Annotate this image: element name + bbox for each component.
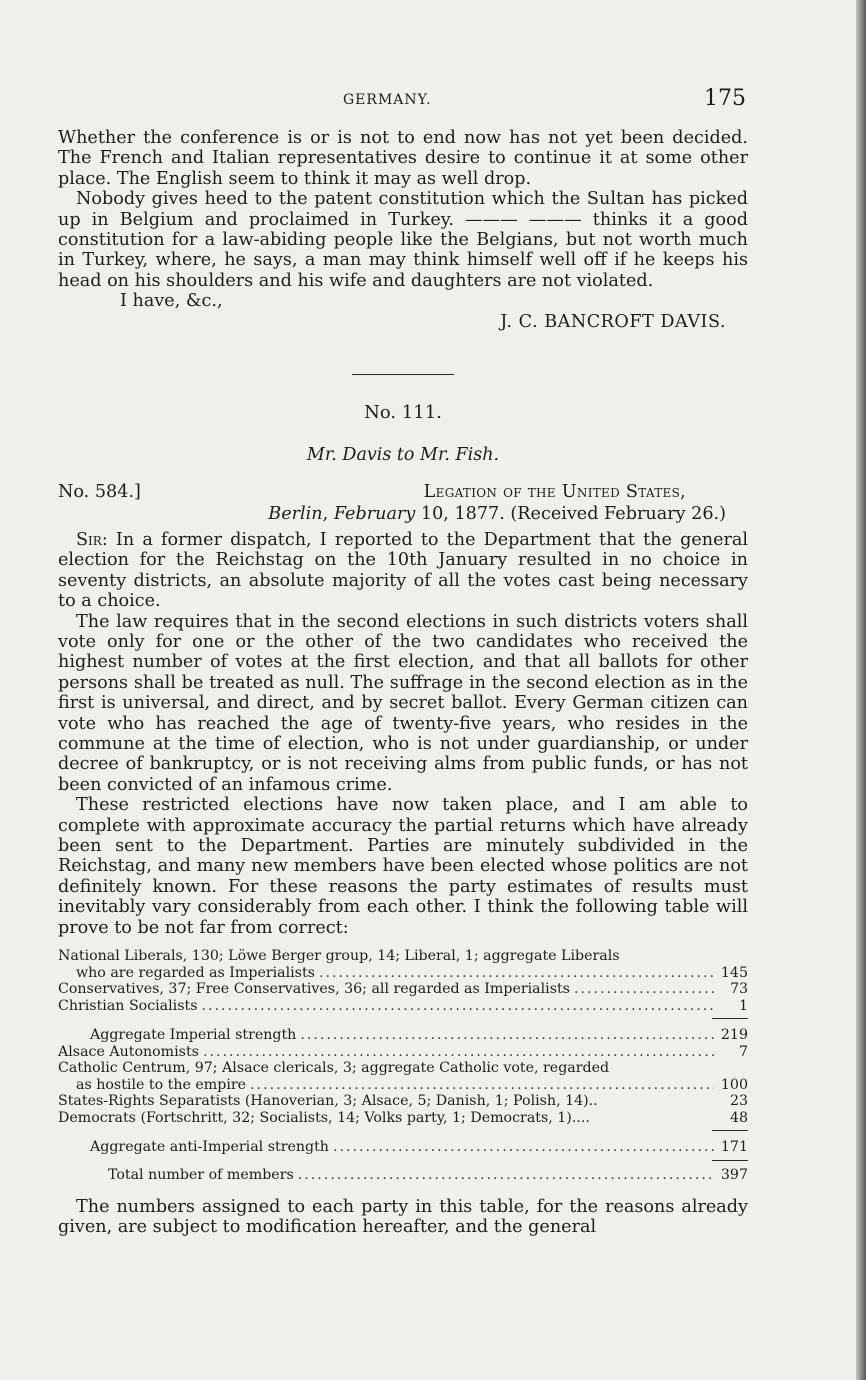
row-label: as hostile to the empire <box>76 1076 247 1093</box>
row-label: Democrats (Fortschritt, 32; Socialists, 14; Volks party, 1; Democrats, 1).... <box>58 1109 590 1126</box>
row-label: National Liberals, 130; Löwe Berger group, 14; Liberal, 1; aggregate Liberals <box>58 948 620 964</box>
closing-line: I have, &c., <box>120 291 223 312</box>
row-value: 7 <box>738 1043 748 1060</box>
table-row <box>58 1044 748 1061</box>
document-title: Mr. Davis to Mr. Fish. <box>306 445 500 466</box>
page-body <box>58 128 748 1238</box>
paragraph-final: The numbers assigned to each party in this table, for the reasons already given, are subject to modification hereafter, and the general <box>58 1197 748 1238</box>
row-label: Total number of members <box>108 1166 294 1183</box>
document-number: No. 111. <box>364 402 442 424</box>
party-table <box>58 948 748 1183</box>
paragraph-restricted-elections: These restricted elections have now taken place, and I am able to complete with approximate accuracy the partial returns which have already been sent to the Department. Parties are minutely subdivided in the Reichstag, and many new members have been elected whose politics are not definitely known. For these reasons the party estimates of results must inevitably vary considerably from each other. I think the following table will prove to be not far from correct: <box>58 795 748 938</box>
paragraph-conference: Whether the conference is or is not to end now has not yet been decided. The French and Italian representatives desire to continue it at some other place. The English seem to think it may as well drop. <box>58 128 748 189</box>
row-value: 397 <box>720 1166 748 1183</box>
dispatch-number: No. 584.] <box>58 481 141 502</box>
row-value: 219 <box>720 1027 748 1043</box>
table-grand-total-row <box>58 1167 748 1184</box>
row-label: States-Rights Separatists (Hanoverian, 3; Alsace, 5; Danish, 1; Polish, 14).. <box>58 1093 598 1109</box>
table-row <box>58 1060 748 1077</box>
table-row <box>58 965 748 982</box>
dateline: Berlin, February 10, 1877. (Received February 26.) <box>268 503 726 524</box>
paragraph-constitution: Nobody gives heed to the patent constitution which the Sultan has picked up in Belgium and proclaimed in Turkey. ——— ——— thinks it a good constitution for a law-abiding people like the Belgians, but not worth much in Turkey, where, he says, a man may think himself well off if he keeps his head on his shoulders and his wife and daughters are not violated. <box>58 189 748 291</box>
paragraph-former-dispatch <box>58 530 748 612</box>
salutation: Sir: <box>76 529 108 550</box>
table-row <box>58 1110 748 1127</box>
row-label: Conservatives, 37; Free Conservatives, 36; all regarded as Imperialists <box>58 981 570 997</box>
signature: J. C. BANCROFT DAVIS. <box>500 311 726 332</box>
legation-line: Legation of the United States, <box>423 481 686 502</box>
paragraph-law: The law requires that in the second elections in such districts voters shall vote only for one or the other of the two candidates who received the highest number of votes at the first election, and that all ballots for other persons shall be treated as null. The suffrage in the second election as in the first is universal, and direct, and by secret ballot. Every German citizen can vote who has reached the age of twenty-five years, who resides in the commune at the time of election, who is not under guardianship, or under decree of bankruptcy, or is not receiving alms from public funds, or has not been convicted of an infamous crime. <box>58 611 748 795</box>
row-value: 100 <box>720 1076 748 1093</box>
dispatch-heading <box>58 482 748 530</box>
table-row <box>58 981 748 998</box>
page-header <box>58 86 748 116</box>
paragraph-former-dispatch-text: In a former dispatch, I reported to the Department that the general election for the Reichstag on the 10th January resulted in no choice in seventy districts, an absolute majority of all the votes cast being necessary to a choice. <box>58 529 749 612</box>
row-label: Catholic Centrum, 97; Alsace clericals, 3; aggregate Catholic vote, regarded <box>58 1060 610 1076</box>
table-row <box>58 948 748 965</box>
row-value: 1 <box>738 997 748 1014</box>
table-row <box>58 1093 748 1110</box>
row-value: 23 <box>729 1093 748 1109</box>
row-value: 145 <box>720 964 748 981</box>
table-row <box>58 998 748 1015</box>
page-gutter-shadow <box>856 0 866 1380</box>
row-label: Aggregate anti-Imperial strength <box>90 1139 329 1155</box>
table-total-row <box>58 1139 748 1156</box>
page-number: 175 <box>704 86 746 111</box>
running-title: GERMANY. <box>343 92 432 108</box>
row-label: who are regarded as Imperialists <box>76 964 315 981</box>
row-label: Christian Socialists <box>58 997 198 1014</box>
row-label: Alsace Autonomists <box>58 1043 199 1060</box>
section-divider <box>352 374 454 375</box>
table-row <box>58 1077 748 1094</box>
row-label: Aggregate Imperial strength <box>90 1027 297 1043</box>
row-value: 171 <box>720 1139 748 1155</box>
row-value: 73 <box>729 981 748 997</box>
table-total-row <box>58 1027 748 1044</box>
row-value: 48 <box>729 1109 748 1126</box>
